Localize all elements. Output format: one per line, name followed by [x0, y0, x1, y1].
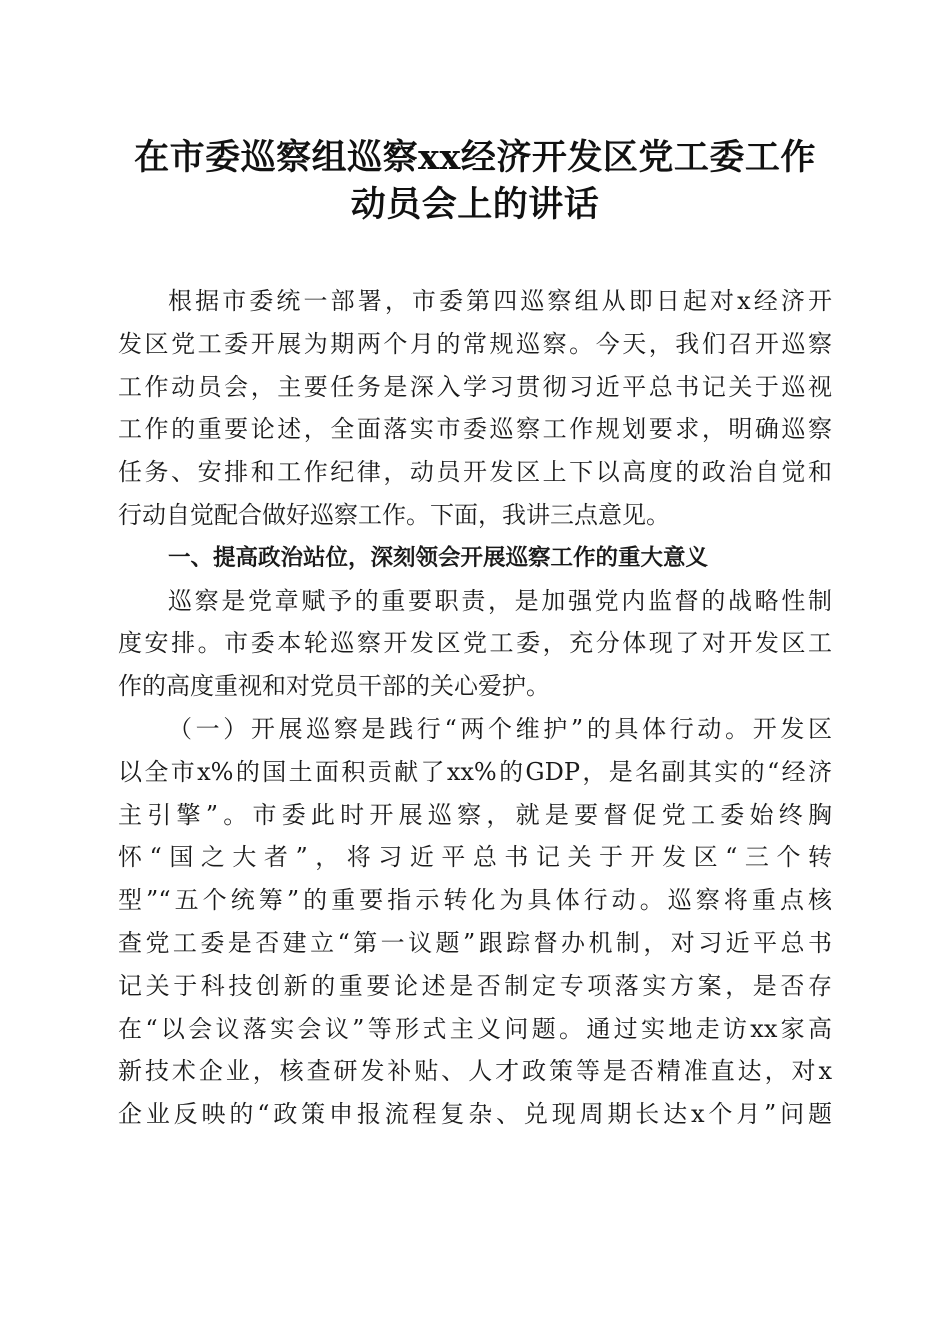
paragraph-line: 在“以会议落实会议”等形式主义问题。通过实地走访xx家高 — [118, 1014, 832, 1043]
paragraph-line: 新技术企业，核查研发补贴、人才政策等是否精准直达，对x — [118, 1057, 832, 1086]
paragraph-line: 型”“五个统筹”的重要指示转化为具体行动。巡察将重点核 — [118, 886, 832, 915]
paragraph-line: 度安排。市委本轮巡察开发区党工委，充分体现了对开发区工 — [118, 629, 832, 658]
paragraph-line: 主引擎”。市委此时开展巡察，就是要督促党工委始终胸 — [118, 800, 832, 829]
paragraph-line: 以全市x%的国土面积贡献了xx%的GDP，是名副其实的“经济 — [118, 757, 832, 786]
title-line: 动员会上的讲话 — [350, 184, 600, 225]
paragraph-line: 怀“国之大者”，将习近平总书记关于开发区“三个转 — [118, 843, 832, 872]
paragraph-line: 工作动员会，主要任务是深入学习贯彻习近平总书记关于巡视 — [118, 372, 832, 401]
paragraph-line: 任务、安排和工作纪律，动员开发区上下以高度的政治自觉和 — [118, 458, 832, 487]
document-body — [118, 280, 832, 1136]
paragraph-line: 行动自觉配合做好巡察工作。下面，我讲三点意见。 — [118, 500, 670, 529]
document-title — [110, 134, 840, 228]
section-heading: 一、提高政治站位，深刻领会开展巡察工作的重大意义 — [168, 544, 709, 571]
paragraph-line: 巡察是党章赋予的重要职责，是加强党内监督的战略性制 — [168, 586, 832, 615]
paragraph-line: 根据市委统一部署，市委第四巡察组从即日起对x经济开 — [168, 287, 832, 315]
paragraph-line: 记关于科技创新的重要论述是否制定专项落实方案，是否存 — [118, 971, 832, 1000]
paragraph-line: 作的高度重视和对党员干部的关心爱护。 — [118, 672, 550, 701]
paragraph-line: 企业反映的“政策申报流程复杂、兑现周期长达x个月”问题 — [118, 1100, 832, 1129]
title-line: 在市委巡察组巡察xx经济开发区党工委工作 — [134, 137, 816, 178]
paragraph-line: 工作的重要论述，全面落实市委巡察工作规划要求，明确巡察 — [118, 415, 832, 444]
paragraph-line: （一）开展巡察是践行“两个维护”的具体行动。开发区 — [168, 714, 832, 743]
paragraph-line: 发区党工委开展为期两个月的常规巡察。今天，我们召开巡察 — [118, 329, 832, 358]
paragraph-line: 查党工委是否建立“第一议题”跟踪督办机制，对习近平总书 — [118, 928, 832, 957]
